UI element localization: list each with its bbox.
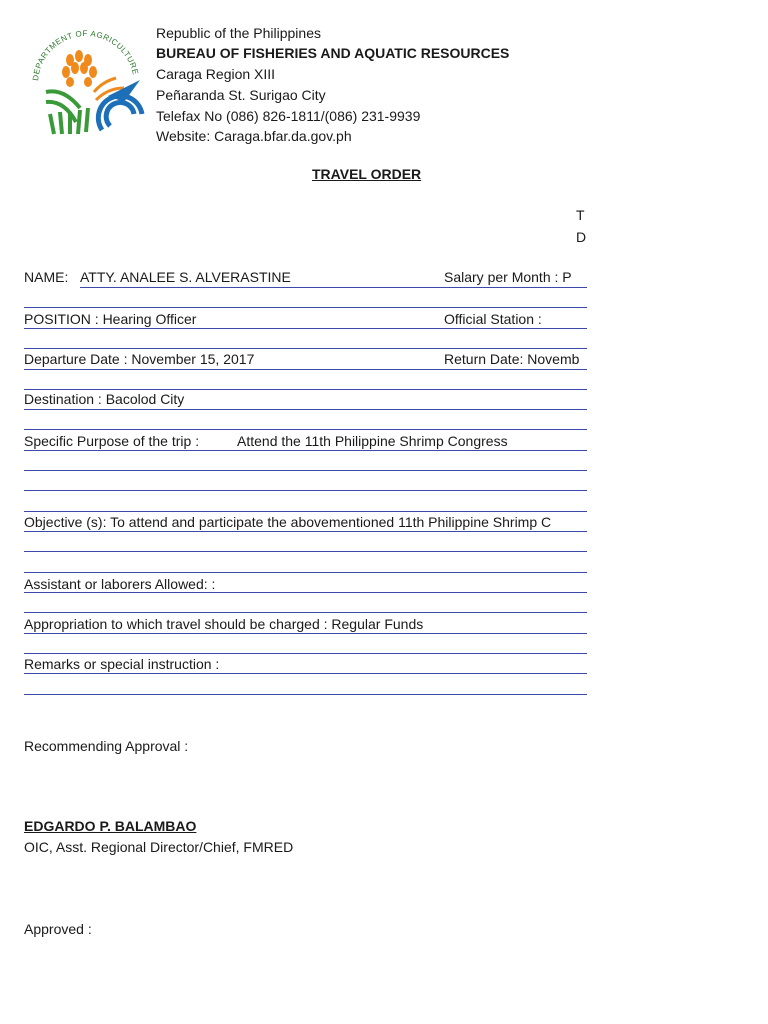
purpose-label: Specific Purpose of the trip : bbox=[24, 433, 200, 449]
destination-field: Destination : Bacolod City bbox=[24, 391, 185, 407]
return-date-field: Return Date: Novemb bbox=[444, 351, 580, 367]
position-field: POSITION : Hearing Officer bbox=[24, 311, 197, 327]
form-rule bbox=[24, 348, 587, 349]
form-rule bbox=[24, 490, 587, 491]
objective-field: Objective (s): To attend and participate the abovementioned 11th Philippine Shrimp C bbox=[24, 514, 552, 530]
assistant-field: Assistant or laborers Allowed: : bbox=[24, 576, 216, 592]
form-rule bbox=[24, 307, 587, 308]
recommending-approval-label: Recommending Approval : bbox=[24, 738, 189, 754]
form-rule bbox=[24, 470, 587, 471]
name-value: ATTY. ANALEE S. ALVERASTINE bbox=[80, 269, 291, 285]
official-station-field: Official Station : bbox=[444, 311, 542, 327]
letterhead-region: Caraga Region XIII bbox=[156, 66, 276, 82]
letterhead-bureau: BUREAU OF FISHERIES AND AQUATIC RESOURCES bbox=[156, 45, 510, 61]
appropriation-field: Appropriation to which travel should be charged : Regular Funds bbox=[24, 616, 424, 632]
form-rule bbox=[24, 572, 587, 573]
form-rule bbox=[24, 694, 587, 695]
form-rule bbox=[24, 633, 587, 634]
form-rule bbox=[24, 369, 587, 370]
approved-label: Approved : bbox=[24, 921, 92, 937]
form-rule bbox=[24, 511, 587, 512]
form-rule bbox=[24, 592, 587, 593]
form-rule bbox=[24, 612, 587, 613]
form-rule bbox=[24, 531, 587, 532]
salary-label: Salary per Month : P bbox=[444, 269, 572, 285]
departure-date-field: Departure Date : November 15, 2017 bbox=[24, 351, 255, 367]
svg-text:DEPARTMENT OF AGRICULTURE: DEPARTMENT OF AGRICULTURE bbox=[31, 28, 141, 82]
form-rule bbox=[24, 429, 587, 430]
form-rule bbox=[24, 328, 587, 329]
name-label: NAME: bbox=[24, 269, 69, 285]
name-underline bbox=[80, 287, 587, 288]
form-rule bbox=[24, 653, 587, 654]
letterhead-website: Website: Caraga.bfar.da.gov.ph bbox=[156, 128, 352, 144]
form-rule bbox=[24, 673, 587, 674]
letterhead-republic: Republic of the Philippines bbox=[156, 25, 321, 41]
form-rule bbox=[24, 551, 587, 552]
letterhead-address: Peñaranda St. Surigao City bbox=[156, 87, 326, 103]
remarks-field: Remarks or special instruction : bbox=[24, 656, 220, 672]
form-rule bbox=[24, 409, 587, 410]
purpose-value: Attend the 11th Philippine Shrimp Congress bbox=[237, 433, 508, 449]
signatory-title: OIC, Asst. Regional Director/Chief, FMRED bbox=[24, 839, 294, 855]
corner-label-d: D bbox=[576, 229, 587, 245]
document-title: TRAVEL ORDER bbox=[312, 166, 422, 182]
corner-label-t: T bbox=[576, 207, 585, 223]
form-rule bbox=[24, 450, 587, 451]
letterhead-telefax: Telefax No (086) 826-1811/(086) 231-9939 bbox=[156, 108, 421, 124]
signatory-name: EDGARDO P. BALAMBAO bbox=[24, 818, 197, 834]
